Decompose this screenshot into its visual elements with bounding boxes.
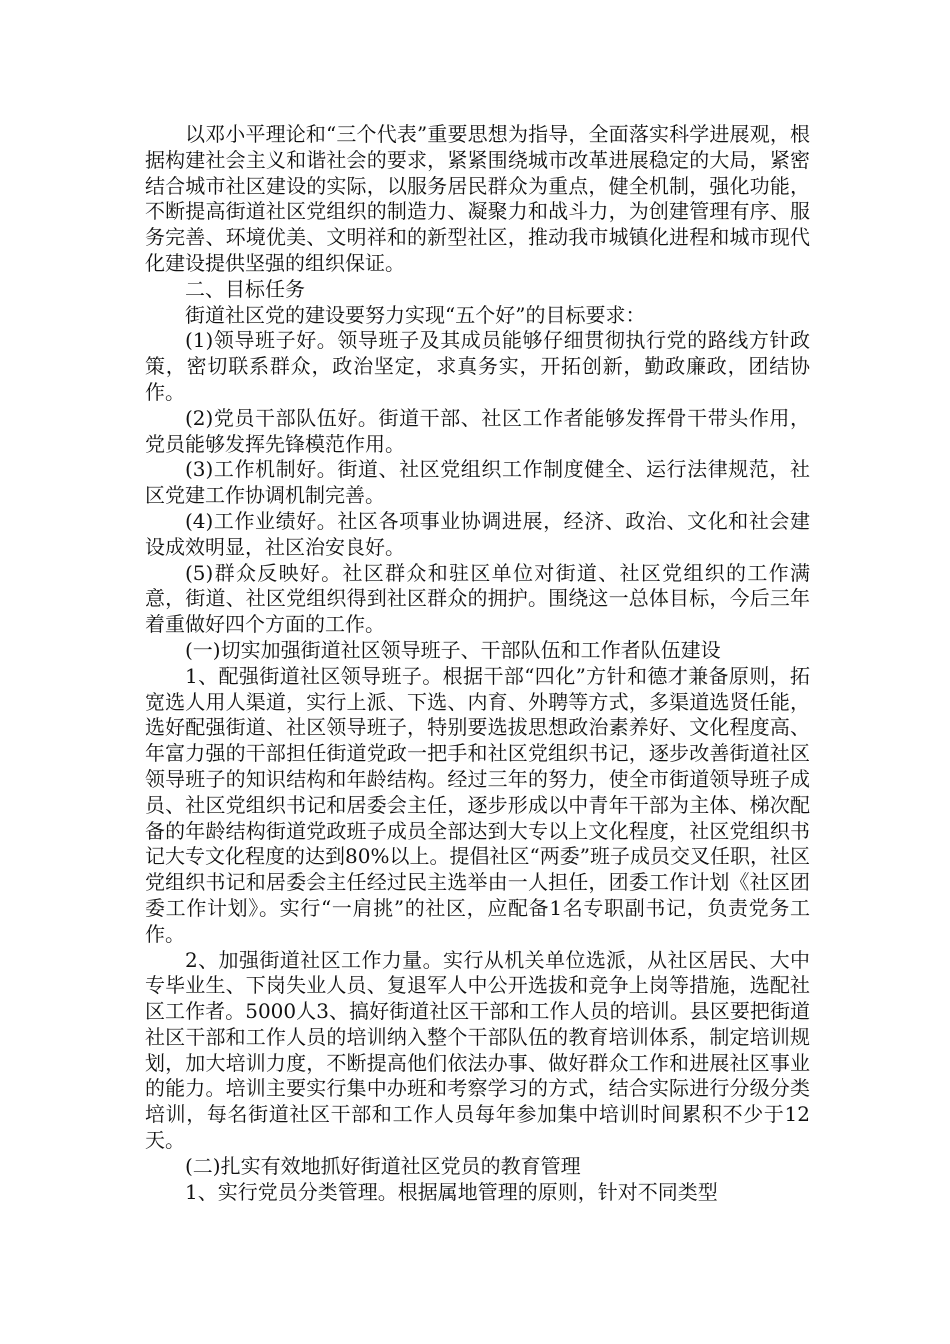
- paragraph-work-force: 2、加强街道社区工作力量。实行从机关单位选派，从社区居民、大中专毕业生、下岗失业人员、复退军人中公开选拔和竞争上岗等措施，选配社区工作者。5000人3、搞好街道社区干部和工作人员的培训。县区要把街道社区干部和工作人员的培训纳入整个干部队伍的教育培训体系，制定培训规划，加大培训力度，不断提高他们依法办事、做好群众工作和进展社区事业的能力。培训主要实行集中办班和考察学习的方式，结合实际进行分级分类培训，每名街道社区干部和工作人员每年参加集中培训时间累积不少于12天。: [145, 947, 810, 1153]
- list-item-work-performance: (4)工作业绩好。社区各项事业协调进展，经济、政治、文化和社会建设成效明显，社区治安良好。: [145, 508, 810, 559]
- paragraph-five-goods-intro: 街道社区党的建设要努力实现“五个好”的目标要求：: [185, 302, 646, 327]
- subsection-heading-1: (一)切实加强街道社区领导班子、干部队伍和工作者队伍建设: [185, 637, 721, 662]
- paragraph-member-management: 1、实行党员分类管理。根据属地管理的原则，针对不同类型: [185, 1179, 718, 1204]
- list-item-cadre-team: (2)党员干部队伍好。街道干部、社区工作者能够发挥骨干带头作用，党员能够发挥先锋模范作用。: [145, 405, 810, 456]
- paragraph-leadership-team: 1、配强街道社区领导班子。根据干部“四化”方针和德才兼备原则，拓宽选人用人渠道，实行上派、下选、内育、外聘等方式，多渠道选贤任能，选好配强街道、社区领导班子，特别要选拔思想政治素养好、文化程度高、年富力强的干部担任街道党政一把手和社区党组织书记，逐步改善街道社区领导班子的知识结构和年龄结构。经过三年的努力，使全市街道领导班子成员、社区党组织书记和居委会主任，逐步形成以中青年干部为主体、梯次配备的年龄结构街道党政班子成员全部达到大专以上文化程度，社区党组织书记大专文化程度的达到80%以上。提倡社区“两委”班子成员交叉任职，社区党组织书记和居委会主任经过民主选举由一人担任，团委工作计划《社区团委工作计划》。实行“一肩挑”的社区，应配备1名专职副书记，负责党务工作。: [145, 663, 810, 946]
- section-heading-goals: 二、目标任务: [185, 276, 305, 301]
- paragraph-guiding-principle: 以邓小平理论和“三个代表”重要思想为指导，全面落实科学进展观，根据构建社会主义和谐社会的要求，紧紧围绕城市改革进展稳定的大局，紧密结合城市社区建设的实际，以服务居民群众为重点，健全机制，强化功能，不断提高街道社区党组织的制造力、凝聚力和战斗力，为创建管理有序、服务完善、环境优美、文明祥和的新型社区，推动我市城镇化进程和城市现代化建设提供坚强的组织保证。: [145, 122, 810, 275]
- list-item-leadership: (1)领导班子好。领导班子及其成员能够仔细贯彻执行党的路线方针政策，密切联系群众，政治坚定，求真务实，开拓创新，勤政廉政，团结协作。: [145, 328, 810, 404]
- document-body: [145, 122, 810, 1205]
- list-item-work-mechanism: (3)工作机制好。街道、社区党组织工作制度健全、运行法律规范，社区党建工作协调机制完善。: [145, 457, 810, 508]
- list-item-public-feedback: (5)群众反映好。社区群众和驻区单位对街道、社区党组织的工作满意，街道、社区党组织得到社区群众的拥护。围绕这一总体目标，今后三年着重做好四个方面的工作。: [145, 560, 810, 637]
- subsection-heading-2: (二)扎实有效地抓好街道社区党员的教育管理: [185, 1153, 581, 1178]
